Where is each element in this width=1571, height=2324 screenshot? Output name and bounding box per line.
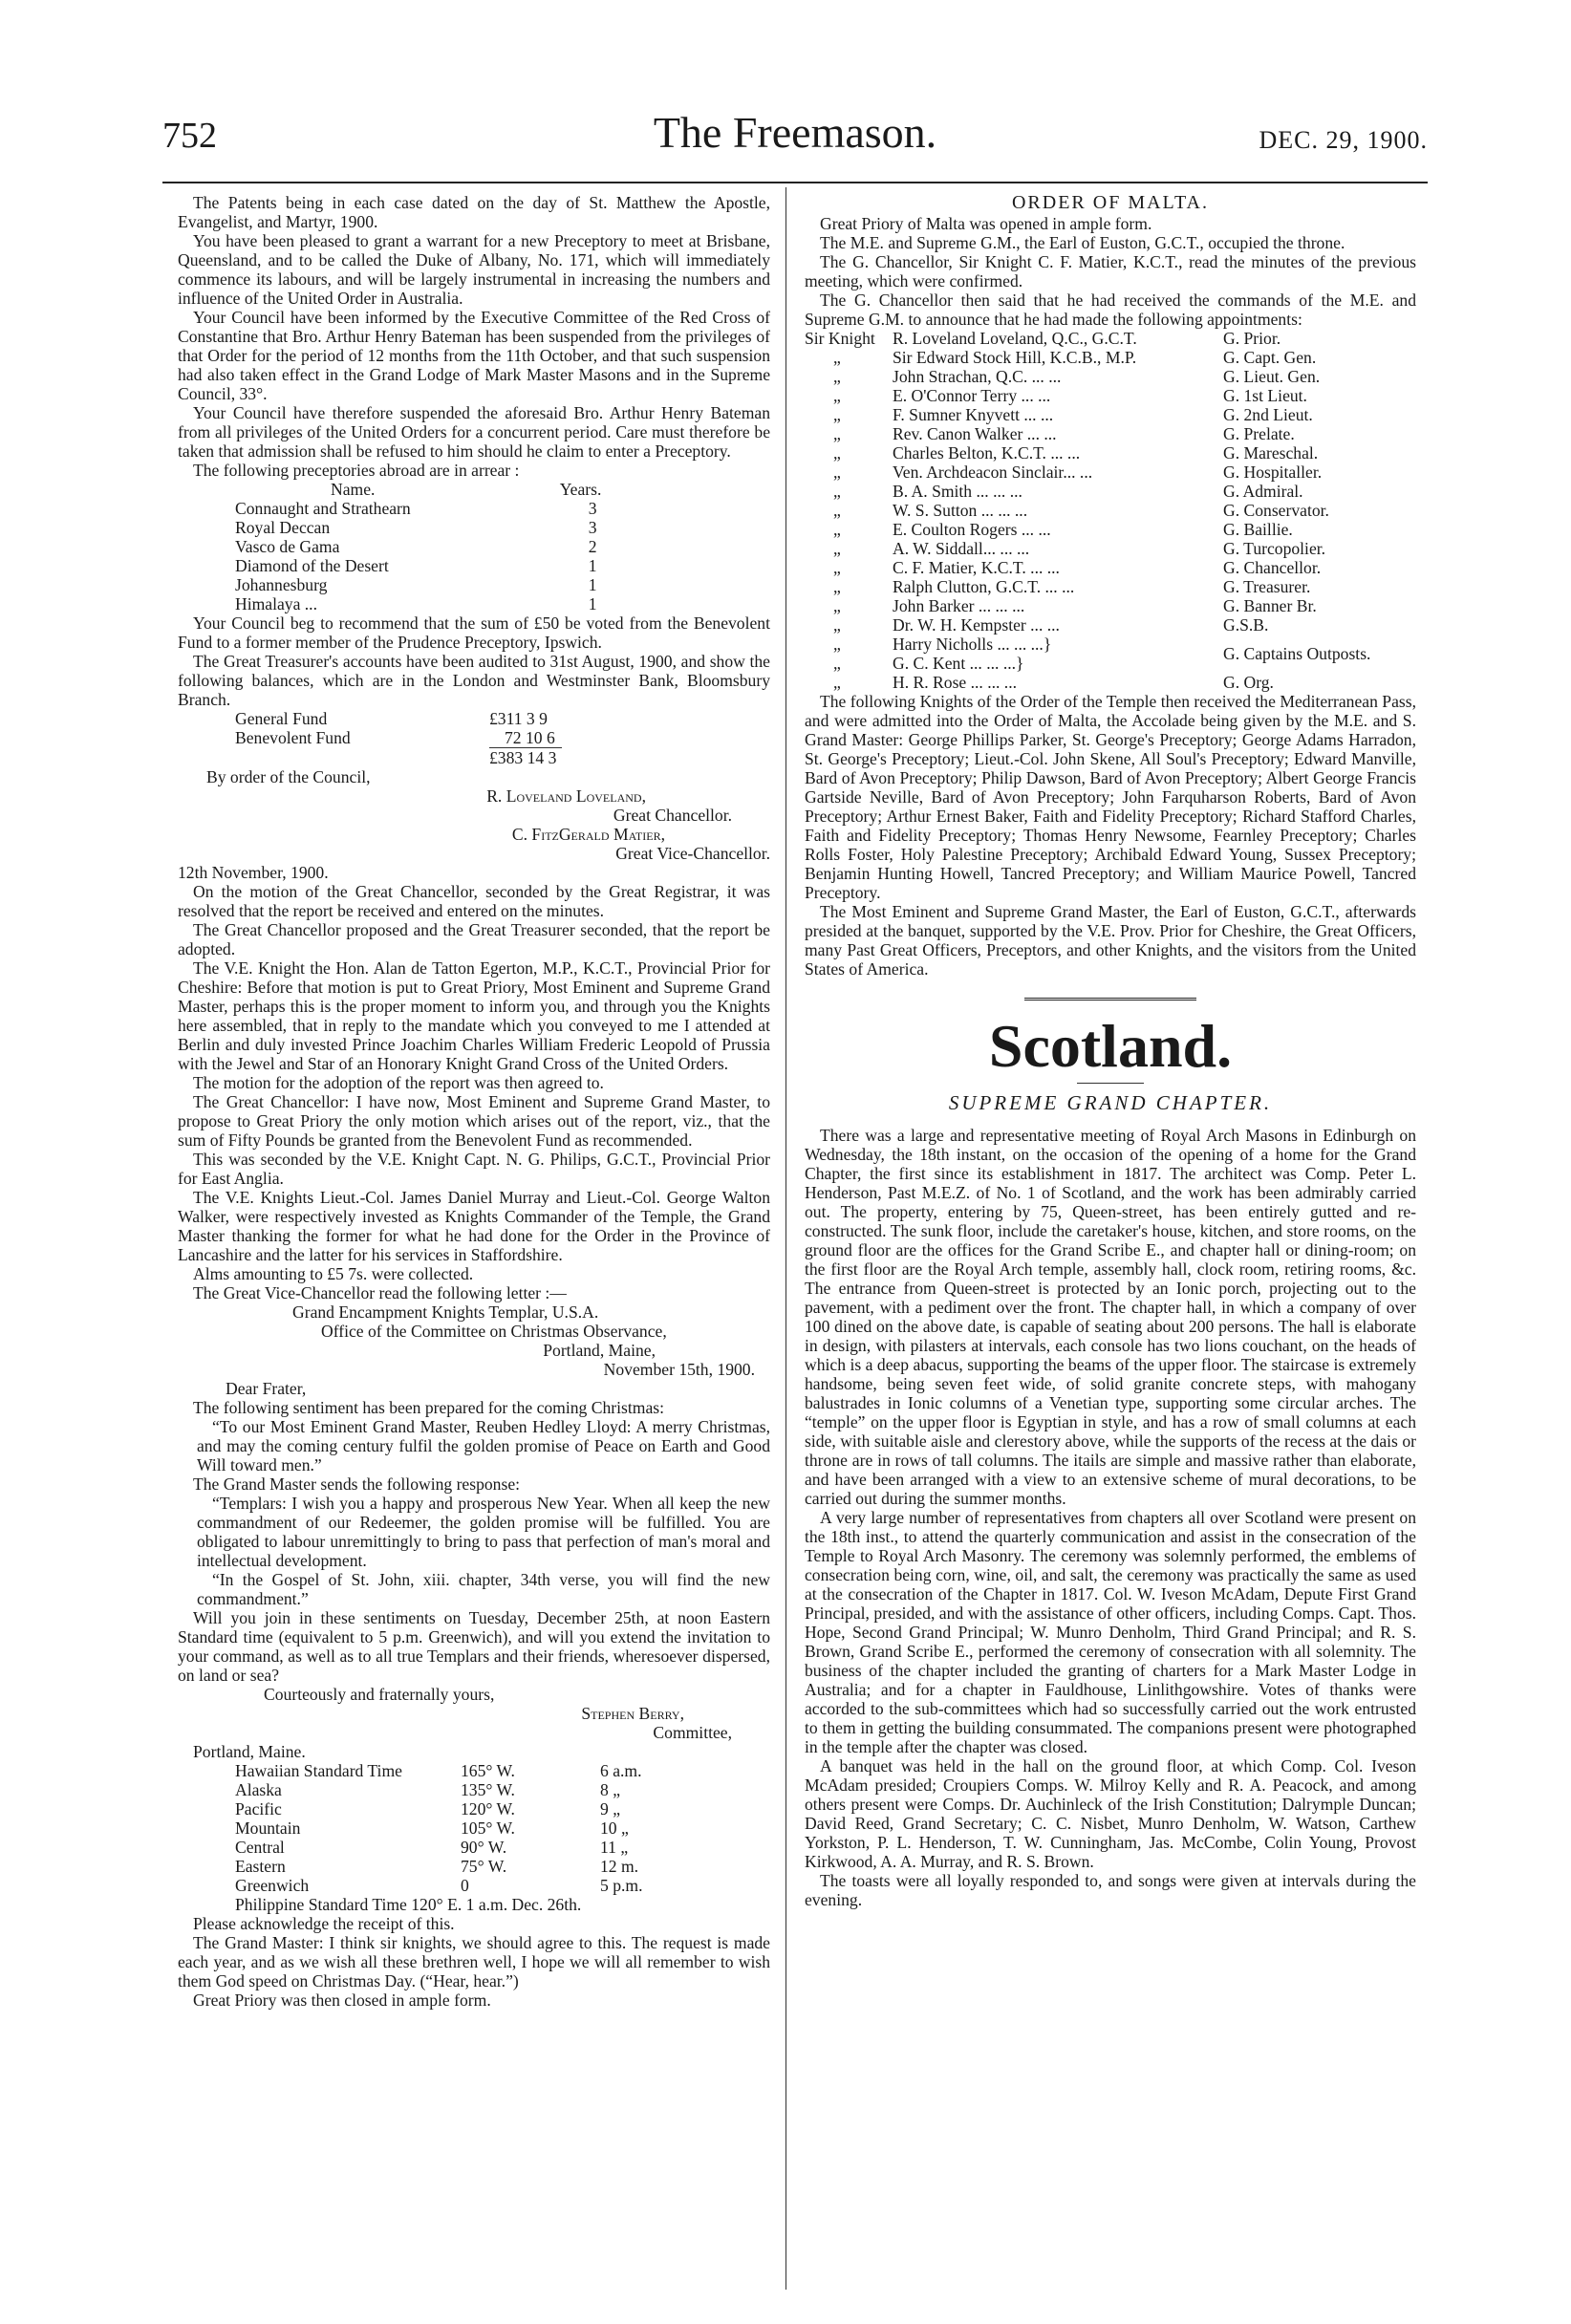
signature-name: C. FitzGerald Matier,	[511, 825, 665, 844]
arrear-name: Royal Deccan	[235, 518, 331, 537]
table-row	[805, 424, 1376, 443]
prefix: „	[833, 615, 841, 635]
paragraph: Please acknowledge the receipt of this.	[193, 1914, 455, 1933]
paragraph: Your Council beg to recommend that the sum of £50 be voted from the Benevolent Fund to a former member of the Prudence Preceptory, Ipswich.	[178, 613, 770, 652]
paragraph: The G. Chancellor then said that he had received the commands of the M.E. and Supreme G.M. to announce that he had made the following appointments:	[805, 290, 1416, 329]
table-row	[805, 539, 1376, 558]
paragraph: The V.E. Knight the Hon. Alan de Tatton Egerton, M.P., K.C.T., Provincial Prior for Cheshire: Before that motion is put to Great Priory, Most Eminent and Supreme Grand Master, perhaps this is the proper moment to inform you, and through you the Knights here assembled, that in reply to the mandate which you conveyed to me I attended at Berlin and duly invested Prince Joachim Charles William Frederic Leopold of Prussia with the Jewel and Star of an Honorary Knight Grand Cross of the United Orders.	[178, 958, 770, 1073]
hour: 6 a.m.	[600, 1761, 642, 1780]
prefix: „	[833, 367, 841, 386]
paragraph: The G. Chancellor, Sir Knight C. F. Matier, K.C.T., read the minutes of the previous meeting, which were confirmed.	[805, 252, 1416, 290]
letter-date: November 15th, 1900.	[603, 1360, 755, 1379]
prefix: „	[833, 577, 841, 596]
quote: “In the Gospel of St. John, xiii. chapter, 34th verse, you will find the new commandment.”	[197, 1570, 770, 1608]
paragraph: The Great Treasurer's accounts have been audited to 31st August, 1900, and show the following balances, which are in the London and Westminster Bank, Bloomsbury Branch.	[178, 652, 770, 709]
officer-name: Ven. Archdeacon Sinclair... ...	[893, 463, 1093, 482]
table-row	[235, 728, 562, 748]
subheading: SUPREME GRAND CHAPTER.	[948, 1091, 1273, 1114]
office: G. 2nd Lieut.	[1223, 405, 1313, 424]
degrees: 165° W.	[461, 1761, 515, 1780]
table-row	[235, 709, 562, 728]
prefix: „	[833, 348, 841, 367]
degrees: 90° W.	[461, 1838, 507, 1857]
table-row	[805, 386, 1376, 405]
paragraph: The Grand Master: I think sir knights, we should agree to this. The request is made each year, and as we wish all these brethren well, I hope we will all remember to wish them God speed on Christmas Day. (“Hear, hear.”)	[178, 1933, 770, 1990]
paragraph: The Patents being in each case dated on the day of St. Matthew the Apostle, Evangelist, and Martyr, 1900.	[178, 193, 770, 231]
officer-name: E. O'Connor Terry ... ...	[893, 386, 1051, 405]
hour: 8 „	[600, 1780, 621, 1799]
office: G. Conservator.	[1223, 501, 1329, 520]
table-row	[235, 1857, 648, 1876]
appointments-table	[805, 329, 1376, 692]
letter-heading: Office of the Committee on Christmas Observance,	[321, 1322, 667, 1341]
letter-heading: Portland, Maine,	[543, 1341, 656, 1360]
officer-name: A. W. Siddall... ... ...	[893, 539, 1030, 558]
table-row	[805, 482, 1376, 501]
table-row	[805, 596, 1376, 615]
page-number: 752	[162, 116, 217, 156]
table-row	[805, 520, 1376, 539]
arrear-years: 1	[588, 556, 597, 575]
signature-title: Great Chancellor.	[613, 806, 732, 825]
table-row	[805, 329, 1376, 348]
hour: 9 „	[600, 1799, 621, 1818]
masthead	[162, 107, 1428, 174]
arrear-years: 2	[588, 537, 597, 556]
funds-total: £383 14 3	[489, 748, 562, 768]
office: G. Treasurer.	[1223, 577, 1311, 596]
degrees: 105° W.	[461, 1818, 515, 1838]
issue-date: DEC. 29, 1900.	[1259, 126, 1428, 154]
arrear-name: Himalaya ...	[235, 594, 317, 613]
date-line: 12th November, 1900.	[178, 863, 329, 882]
table-row	[805, 348, 1376, 367]
table-row	[235, 537, 607, 556]
paragraph: The toasts were all loyally responded to, and songs were given at intervals during the evening.	[805, 1871, 1416, 1909]
section-title: Scotland.	[988, 1012, 1233, 1080]
table-row	[235, 556, 607, 575]
officer-name: R. Loveland Loveland, Q.C., G.C.T.	[893, 329, 1137, 348]
degrees: 0	[461, 1876, 469, 1895]
office: G. Org.	[1223, 673, 1274, 692]
office: G.S.B.	[1223, 615, 1269, 635]
paragraph: The following sentiment has been prepared for the coming Christmas:	[193, 1398, 664, 1417]
signature-title: Great Vice-Chancellor.	[615, 844, 770, 863]
fund-amount: £311 3 9	[489, 709, 548, 728]
right-column	[805, 193, 1416, 1909]
prefix: „	[833, 443, 841, 463]
arrear-years: 1	[588, 575, 597, 594]
paragraph: Alms amounting to £5 7s. were collected.	[193, 1264, 474, 1283]
table-row	[235, 1780, 648, 1799]
officer-name: H. R. Rose ... ... ...	[893, 673, 1018, 692]
prefix: „	[833, 520, 841, 539]
paragraph: The Great Vice-Chancellor read the following letter :—	[193, 1283, 567, 1302]
publication-title: The Freemason.	[653, 108, 937, 157]
arrear-years: 3	[588, 518, 597, 537]
fund-name: General Fund	[235, 709, 328, 728]
signer-title: Committee,	[653, 1723, 732, 1742]
table-row	[235, 594, 607, 613]
paragraph: A banquet was held in the hall on the ground floor, at which Comp. Col. Iveson McAdam presided; Croupiers Comps. W. Milroy Kelly and R. A. Peacock, and among others present were Comps. Dr. Auchinleck of the Irish Constitution; Dalrymple Duncan; David Reed, Grand Secretary; C. C. Nisbet, Munro Denholm, W. Watson, Carthew Yorkston, P. L. Henderson, T. W. Cunningham, Jas. McCombe, Colin Young, Provost Kirkwood, A. A. Murray, and R. S. Brown.	[805, 1756, 1416, 1871]
arrear-name: Vasco de Gama	[235, 537, 340, 556]
left-column	[178, 193, 770, 2010]
section-rule	[1024, 998, 1196, 1001]
arrear-name: Diamond of the Desert	[235, 556, 389, 575]
table-row	[805, 558, 1376, 577]
officer-name: E. Coulton Rogers ... ...	[893, 520, 1051, 539]
officer-name: Charles Belton, K.C.T. ... ...	[893, 443, 1081, 463]
funds-table	[235, 709, 562, 767]
office: G. Mareschal.	[1223, 443, 1319, 463]
paragraph: The motion for the adoption of the report was then agreed to.	[193, 1073, 604, 1092]
paragraph: The Grand Master sends the following response:	[193, 1474, 521, 1494]
philippine-time: Philippine Standard Time 120° E. 1 a.m. Dec. 26th.	[235, 1895, 582, 1914]
office: G. Chancellor.	[1223, 558, 1322, 577]
table-row	[805, 635, 1376, 654]
office: G. Turcopolier.	[1223, 539, 1326, 558]
table-row	[805, 501, 1376, 520]
officer-name: Sir Edward Stock Hill, K.C.B., M.P.	[893, 348, 1137, 367]
zone: Eastern	[235, 1857, 286, 1876]
degrees: 120° W.	[461, 1799, 515, 1818]
arrear-name: Connaught and Strathearn	[235, 499, 411, 518]
paragraph: Great Priory of Malta was opened in ample form.	[820, 214, 1152, 233]
paragraph: On the motion of the Great Chancellor, seconded by the Great Registrar, it was resolved that the report be received and entered on the minutes.	[178, 882, 770, 920]
paragraph: The following Knights of the Order of the Temple then received the Mediterranean Pass, and were admitted into the Order of Malta, the Accolade being given by the M.E. and S. Grand Master: George Phillips Parker, St. George's Preceptory; George Adams Harradon, St. George's Preceptory; Lieut.-Col. John Skene, All Soul's Preceptory; Edward Manville, Bard of Avon Preceptory; Philip Dawson, Bard of Avon Preceptory; Albert George Francis Gartside Neville, Bard of Avon Preceptory; John Farquharson Roberts, Bard of Avon Preceptory; Arthur Ernest Baker, Faith and Fidelity Preceptory; Richard Stafford Charles, Faith and Fidelity Preceptory; Thomas Henry Newsome, Fearnley Preceptory; Charles Rolls Foster, Holy Palestine Preceptory; Archibald Edward Young, Sussex Preceptory; Benjamin Hunting Howell, Tancred Preceptory; and William Maurice Powell, Tancred Preceptory.	[805, 692, 1416, 902]
quote: “Templars: I wish you a happy and prosperous New Year. When all keep the new commandment of our Redeemer, the golden promise will be fulfilled. You are obligated to labour unremittingly to bring to pass that perfection of man's moral and intellectual development.	[197, 1494, 770, 1570]
fund-name: Benevolent Fund	[235, 728, 351, 747]
arrear-table	[235, 480, 607, 613]
table-row	[805, 615, 1376, 635]
salutation: Dear Frater,	[226, 1379, 307, 1398]
zone: Alaska	[235, 1780, 282, 1799]
table-row	[235, 499, 607, 518]
officer-name: John Strachan, Q.C. ... ...	[893, 367, 1062, 386]
table-row	[805, 673, 1376, 692]
zone: Pacific	[235, 1799, 282, 1818]
hour: 11 „	[600, 1838, 629, 1857]
hour: 5 p.m.	[600, 1876, 643, 1895]
time-table	[235, 1761, 648, 1895]
prefix: „	[833, 635, 841, 654]
officer-name: John Barker ... ... ...	[893, 596, 1025, 615]
officer-name: F. Sumner Knyvett ... ...	[893, 405, 1054, 424]
office: G. 1st Lieut.	[1223, 386, 1307, 405]
table-row	[805, 405, 1376, 424]
paragraph: Great Priory was then closed in ample form.	[193, 1990, 491, 2010]
fund-amount: 72 10 6	[505, 728, 555, 747]
quote: “To our Most Eminent Grand Master, Reuben Hedley Lloyd: A merry Christmas, and may the coming century fulfil the golden promise of Peace on Earth and Good Will toward men.”	[197, 1417, 770, 1474]
zone: Greenwich	[235, 1876, 310, 1895]
paragraph: Your Council have been informed by the Executive Committee of the Red Cross of Constantine that Bro. Arthur Henry Bateman has been suspended from the privileges of that Order for the period of 12 months from the 11th October, and that such suspension had also taken effect in the Grand Lodge of Mark Master Masons and in the Supreme Council, 33°.	[178, 308, 770, 403]
zone: Central	[235, 1838, 285, 1857]
prefix: „	[833, 558, 841, 577]
arrear-years: 3	[588, 499, 597, 518]
office: G. Hospitaller.	[1223, 463, 1323, 482]
table-row	[805, 463, 1376, 482]
prefix: „	[833, 405, 841, 424]
arrear-years: 1	[588, 594, 597, 613]
paragraph: This was seconded by the V.E. Knight Capt. N. G. Philips, G.C.T., Provincial Prior for East Anglia.	[178, 1150, 770, 1188]
divider	[1077, 1083, 1144, 1084]
paragraph: You have been pleased to grant a warrant for a new Preceptory to meet at Brisbane, Queensland, and to be called the Duke of Albany, No. 171, which will immediately commence its labours, and will be largely instrumental in increasing the numbers and influence of the United Order in Australia.	[178, 231, 770, 308]
place: Portland, Maine.	[193, 1742, 306, 1761]
table-row	[235, 575, 607, 594]
table-row	[235, 748, 562, 768]
office: G. Capt. Gen.	[1223, 348, 1317, 367]
signature-name: R. Loveland Loveland,	[486, 786, 646, 806]
prefix: „	[833, 654, 841, 673]
paragraph: The V.E. Knights Lieut.-Col. James Daniel Murray and Lieut.-Col. George Walton Walker, were respectively invested as Knights Commander of the Temple, the Grand Master thanking the former for what he had done for the Order in the Province of Lancashire and the latter for his services in Staffordshire.	[178, 1188, 770, 1264]
prefix: „	[833, 482, 841, 501]
officer-name: Rev. Canon Walker ... ...	[893, 424, 1057, 443]
officer-name: G. C. Kent ... ... ...}	[893, 654, 1024, 673]
table-row	[805, 443, 1376, 463]
officer-name: Dr. W. H. Kempster ... ...	[893, 615, 1060, 635]
table-row	[235, 518, 607, 537]
degrees: 75° W.	[461, 1857, 507, 1876]
office: G. Banner Br.	[1223, 596, 1317, 615]
officer-name: B. A. Smith ... ... ...	[893, 482, 1022, 501]
prefix: „	[833, 424, 841, 443]
paragraph: The M.E. and Supreme G.M., the Earl of Euston, G.C.T., occupied the throne.	[820, 233, 1345, 252]
prefix: „	[833, 596, 841, 615]
arrear-head-name: Name.	[331, 480, 376, 499]
paragraph: The Great Chancellor: I have now, Most Eminent and Supreme Grand Master, to propose to Great Priory the only motion which arises out of the report, viz., that the sum of Fifty Pounds be granted from the Benevolent Fund as recommended.	[178, 1092, 770, 1150]
prefix: Sir Knight	[805, 329, 875, 348]
arrear-head-years: Years.	[559, 480, 602, 499]
officer-name: Ralph Clutton, G.C.T. ... ...	[893, 577, 1075, 596]
prefix: „	[833, 539, 841, 558]
prefix: „	[833, 386, 841, 405]
table-row	[235, 1799, 648, 1818]
officer-name: C. F. Matier, K.C.T. ... ...	[893, 558, 1060, 577]
section-heading: ORDER OF MALTA.	[1011, 192, 1209, 213]
office: G. Captains Outposts.	[1223, 644, 1371, 663]
header-rule	[162, 182, 1428, 183]
arrear-name: Johannesburg	[235, 575, 328, 594]
hour: 10 „	[600, 1818, 629, 1838]
paragraph: The following preceptories abroad are in arrear :	[193, 461, 520, 480]
officer-name: W. S. Sutton ... ... ...	[893, 501, 1028, 520]
table-row	[235, 1761, 648, 1780]
paragraph: Will you join in these sentiments on Tuesday, December 25th, at noon Eastern Standard time (equivalent to 5 p.m. Greenwich), and will you extend the invitation to your command, as well as to all true Templars and their friends, wheresoever dispersed, on land or sea?	[178, 1608, 770, 1685]
paragraph: The Most Eminent and Supreme Grand Master, the Earl of Euston, G.C.T., afterwards presided at the banquet, supported by the V.E. Prov. Prior for Cheshire, the Great Officers, many Past Great Officers, Preceptors, and other Knights, and the visitors from the United States of America.	[805, 902, 1416, 979]
table-row	[805, 577, 1376, 596]
office: G. Prior.	[1223, 329, 1281, 348]
by-order: By order of the Council,	[206, 767, 371, 786]
paragraph: A very large number of representatives from chapters all over Scotland were present on the 18th inst., to attend the quarterly communication and assist in the consecration of the Temple to Royal Arch Masonry. The ceremony was solemnly performed, the emblems of consecration being corn, wine, oil, and salt, the ceremony was practically the same as used at the consecration of the Chapter in 1817. Col. W. Iveson McAdam, Depute First Grand Principal, presided, and with the assistance of other officers, including Comps. Capt. Thos. Hope, Second Grand Principal; W. Munro Denholm, Third Grand Principal; and R. S. Brown, Grand Scribe E., performed the ceremony of consecration with all solemnity. The business of the chapter included the granting of charters for a Mark Master Lodge in Australia; and for a chapter in Fauldhouse, Linlithgowshire. Votes of thanks were accorded to the sub-committees which had so successfully carried out the work entrusted to them in getting the building consummated. The companions present were photographed in the temple after the chapter was closed.	[805, 1508, 1416, 1756]
table-row	[235, 1876, 648, 1895]
office: G. Prelate.	[1223, 424, 1295, 443]
paragraph: The Great Chancellor proposed and the Great Treasurer seconded, that the report be adopted.	[178, 920, 770, 958]
hour: 12 m.	[600, 1857, 639, 1876]
letter-heading: Grand Encampment Knights Templar, U.S.A.	[292, 1302, 599, 1322]
zone: Hawaiian Standard Time	[235, 1761, 402, 1780]
prefix: „	[833, 501, 841, 520]
paragraph: Your Council have therefore suspended the aforesaid Bro. Arthur Henry Bateman from all privileges of the United Orders for a concurrent period. Care must therefore be taken that admission shall be refused to him should he claim to enter a Preceptory.	[178, 403, 770, 461]
officer-name: Harry Nicholls ... ... ...}	[893, 635, 1052, 654]
signer: Stephen Berry,	[581, 1704, 684, 1723]
office: G. Lieut. Gen.	[1223, 367, 1321, 386]
closing: Courteously and fraternally yours,	[264, 1685, 495, 1704]
table-row	[235, 1818, 648, 1838]
prefix: „	[833, 673, 841, 692]
prefix: „	[833, 463, 841, 482]
table-row	[235, 1838, 648, 1857]
office: G. Baillie.	[1223, 520, 1293, 539]
paragraph: There was a large and representative meeting of Royal Arch Masons in Edinburgh on Wednesday, the 18th instant, on the occasion of the opening of a home for the Grand Chapter, the first since its establishment in 1817. The architect was Comp. Peter L. Henderson, Past M.E.Z. of No. 1 of Scotland, and the work has been admirably carried out. The property, entering by 75, Queen-street, has been entirely gutted and re-constructed. The sunk floor, include the caretaker's house, kitchen, and store rooms, on the ground floor are the offices for the Grand Scribe E., and chapter hall or dining-room; on the first floor are the Royal Arch temple, assembly hall, clock room, retiring rooms, &c. The entrance from Queen-street is protected by an Ionic porch, projecting out to the pavement, with a pediment over the front. The chapter hall, in which a company of over 100 dined on the above date, is capable of seating about 200 persons. The hall is elaborate in design, with pilasters at intervals, each console has two lions couchant, on the heads of which is a deep abacus, supporting the beams of the upper floor. The staircase is extremely handsome, being seven feet wide, of solid granite concrete steps, with mahogany balustrades in Ionic columns of a Venetian type, supporting some circular arches. The “temple” on the upper floor is Egyptian in style, and has a row of small columns at each side, with suitable aisle and clerestory above, while the supports of the recess at the dais or throne are in rows of tall columns. The itails are simple and massive rather than elaborate, and have been arranged with a view to an extensive scheme of mural decorations, to be carried out during the summer months.	[805, 1126, 1416, 1508]
degrees: 135° W.	[461, 1780, 515, 1799]
table-row	[805, 367, 1376, 386]
zone: Mountain	[235, 1818, 301, 1838]
office: G. Admiral.	[1223, 482, 1303, 501]
